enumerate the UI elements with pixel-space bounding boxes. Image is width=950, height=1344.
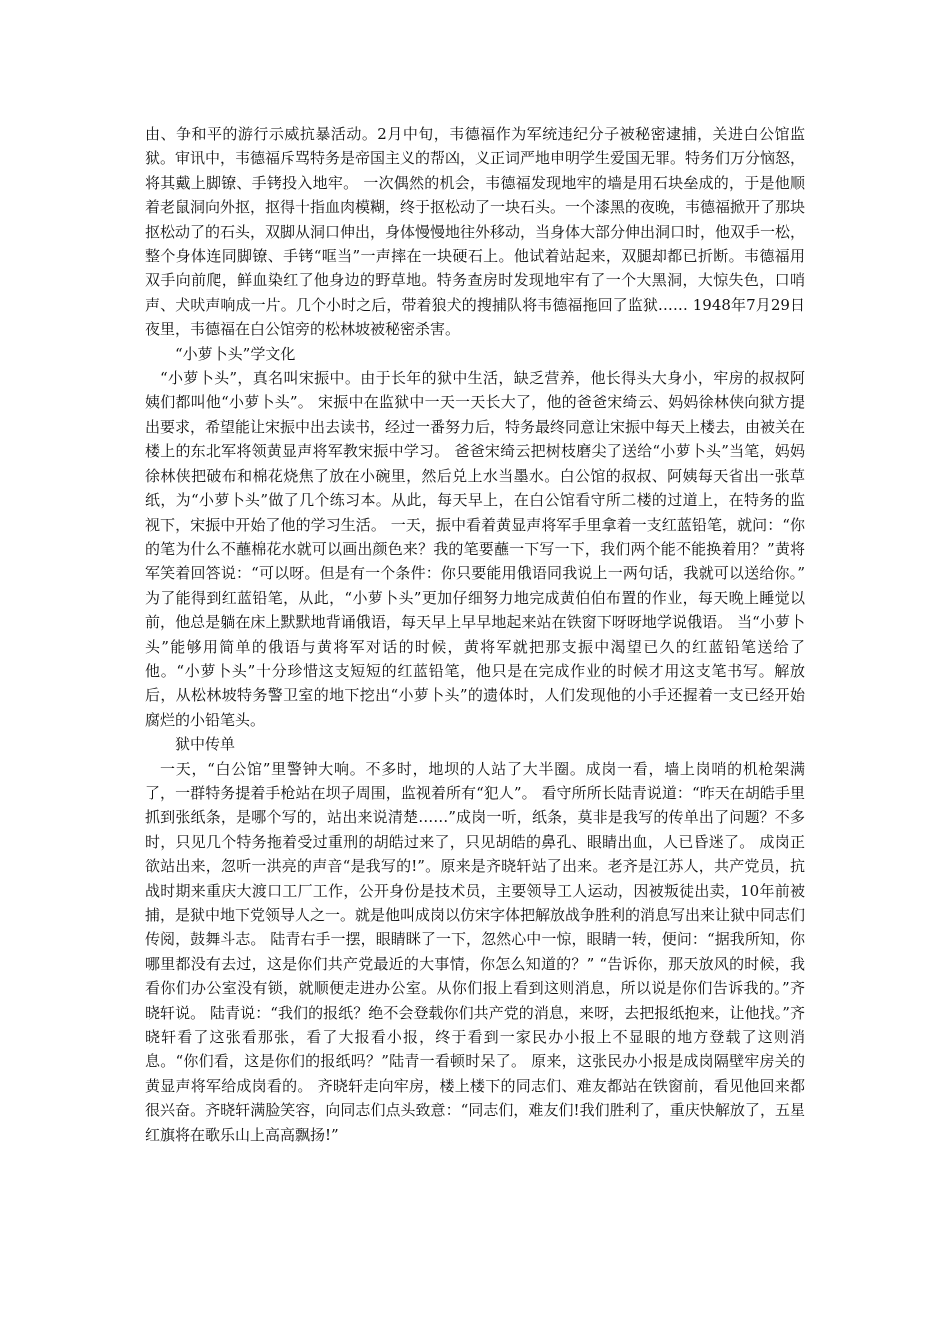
heading-prison-leaflet: 狱中传单 bbox=[175, 735, 236, 754]
paragraph-prison-leaflet: 一天，“白公馆”里警钟大响。不多时，地坝的人站了大半圈。成岗一看，墙上岗哨的机枪架满了，一群特务提着手枪站在坝子周围，监视着所有“犯人”。 看守所所长陆青说道：“昨天在胡皓手里抓到张纸条，是哪个写的，站出来说清楚……”成岗一听，纸条，莫非是我写的传单出了问题？不多时，只见几个特务拖着受过重刑的胡皓过来了，只见胡皓的鼻孔、眼睛出血，人已昏迷了。 成岗正欲站出来，忽听一洪亮的声音“是我写的!”。原来是齐晓轩站了出来。老齐是江苏人，共产党员，抗战时期来重庆大渡口工厂工作，公开身份是技术员，主要领导工人运动，因被叛徒出卖，10年前被捕，是狱中地下党领导人之一。就是他叫成岗以仿宋字体把解放战争胜利的消息写出来让狱中同志们传阅，鼓舞斗志。 陆青右手一摆，眼睛眯了一下，忽然心中一惊，眼睛一转，便问：“据我所知，你哪里都没有去过，这是你们共产党最近的大事情，你怎么知道的？” “告诉你，那天放风的时候，我看你们办公室没有锁，就顺便走进办公室。从你们报上看到这则消息，所以说是你们告诉我的。”齐晓轩说。 陆青说：“我们的报纸？绝不会登载你们共产党的消息，来呀，去把报纸抱来，让他找。”齐晓轩看了这张看那张，看了大报看小报，终于看到一家民办小报上不显眼的地方登载了这则消息。“你们看，这是你们的报纸吗？”陆青一看顿时呆了。 原来，这张民办小报是成岗隔壁牢房关的黄显声将军给成岗看的。 齐晓轩走向牢房，楼上楼下的同志们、难友都站在铁窗前，看见他回来都很兴奋。齐晓轩满脸笑容，向同志们点头致意：“同志们，难友们!我们胜利了，重庆快解放了，五星红旗将在歌乐山上高高飘扬!” bbox=[145, 759, 806, 1144]
heading-little-radish-studies: “小萝卜头”学文化 bbox=[175, 344, 296, 363]
paragraph-little-radish-studies: “小萝卜头”，真名叫宋振中。由于长年的狱中生活，缺乏营养，他长得头大身小，牢房的叔叔阿姨们都叫他“小萝卜头”。 宋振中在监狱中一天一天长大了，他的爸爸宋绮云、妈妈徐林侠向狱方提出要求，希望能让宋振中出去读书，经过一番努力后，特务最终同意让宋振中每天上楼去，由被关在楼上的东北军将领黄显声将军教宋振中学习。 爸爸宋绮云把树枝磨尖了送给“小萝卜头”当笔，妈妈徐林侠把破布和棉花烧焦了放在小碗里，然后兑上水当墨水。白公馆的叔叔、阿姨每天省出一张草纸，为“小萝卜头”做了几个练习本。从此，每天早上，在白公馆看守所二楼的过道上，在特务的监视下，宋振中开始了他的学习生活。 一天，振中看着黄显声将军手里拿着一支红蓝铅笔，就问：“你的笔为什么不蘸棉花水就可以画出颜色来？我的笔要蘸一下写一下，我们两个能不能换着用？”黄将军笑着回答说：“可以呀。但是有一个条件：你只要能用俄语同我说上一两句话，我就可以送给你。” 为了能得到红蓝铅笔，从此，“小萝卜头”更加仔细努力地完成黄伯伯布置的作业，每天晚上睡觉以前，他总是躺在床上默默地背诵俄语，每天早上早早地起来站在铁窗下呀呀地学说俄语。 当“小萝卜头”能够用简单的俄语与黄将军对话的时候，黄将军就把那支振中渴望已久的红蓝铅笔送给了他。“小萝卜头”十分珍惜这支短短的红蓝铅笔，他只是在完成作业的时候才用这支笔书写。解放后，从松林坡特务警卫室的地下挖出“小萝卜头”的遗体时，人们发现他的小手还握着一支已经开始腐烂的小铅笔头。 bbox=[145, 369, 806, 729]
document-body bbox=[145, 122, 805, 1147]
paragraph-wei-defu-escape: 由、争和平的游行示威抗暴活动。2月中旬，韦德福作为军统违纪分子被秘密逮捕，关进白公馆监狱。审讯中，韦德福斥骂特务是帝国主义的帮凶，义正词严地申明学生爱国无罪。特务们万分恼怒，将其戴上脚镣、手铐投入地牢。 一次偶然的机会，韦德福发现地牢的墙是用石块垒成的，于是他顺着老鼠洞向外抠，抠得十指血肉模糊，终于抠松动了一块石头。一个漆黑的夜晚，韦德福掀开了那块抠松动了的石头，双脚从洞口伸出，身体慢慢地往外移动，当身体大部分伸出洞口时，他双手一松，整个身体连同脚镣、手铐“哐当”一声摔在一块硬石上。他试着站起来，双腿却都已折断。韦德福用双手向前爬，鲜血染红了他身边的野草地。特务查房时发现地牢有了一个大黑洞，大惊失色，口哨声、犬吠声响成一片。几个小时之后，带着狼犬的搜捕队将韦德福拖回了监狱…… 1948年7月29日夜里，韦德福在白公馆旁的松林坡被秘密杀害。 bbox=[145, 125, 806, 339]
